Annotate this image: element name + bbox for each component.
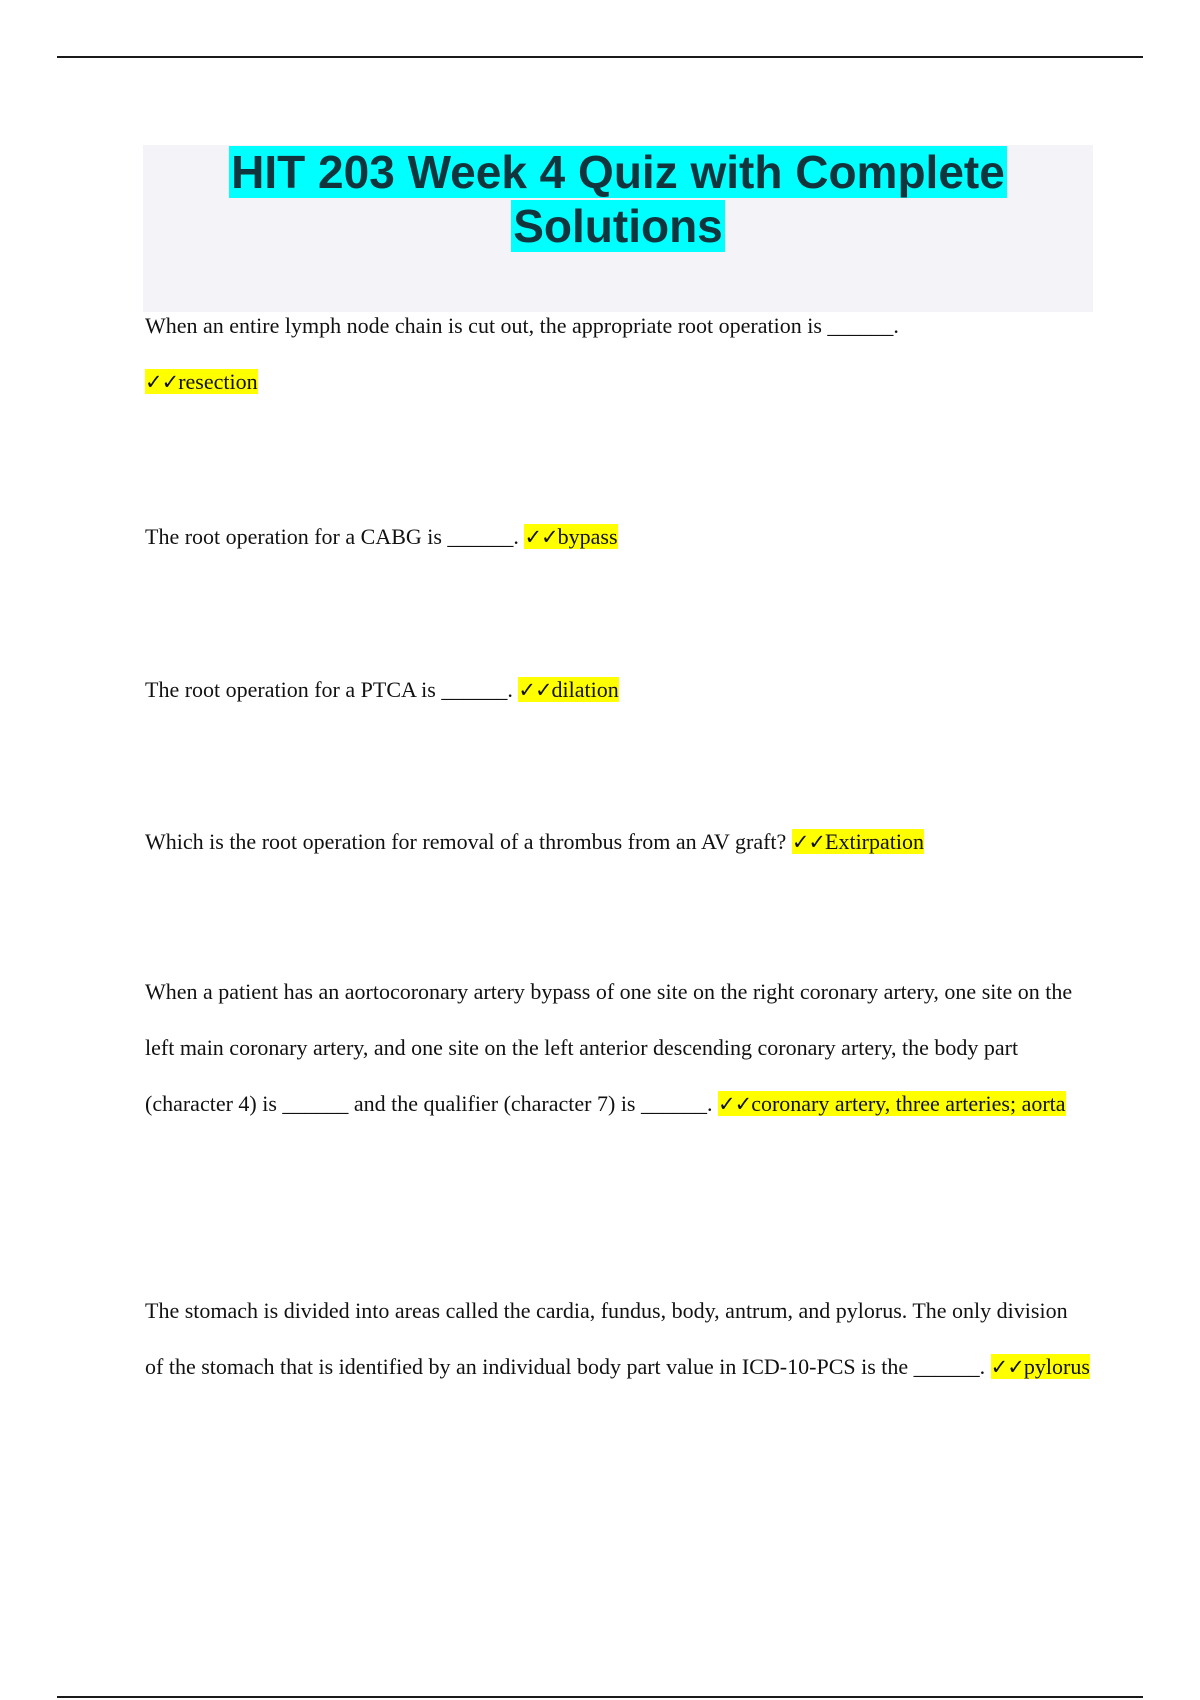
title-line-2: Solutions [513, 200, 723, 252]
answer-highlight [991, 1354, 1090, 1379]
question-text: The root operation for a CABG is ______. [145, 524, 519, 549]
question-item [145, 662, 1090, 718]
answer-text: coronary artery, three arteries; aorta [751, 1091, 1066, 1116]
double-check-icon: ✓✓ [145, 370, 179, 394]
double-check-icon: ✓✓ [791, 830, 826, 854]
answer-text: dilation [551, 677, 619, 702]
question-text: The stomach is divided into areas called the cardia, fundus, body, antrum, and pylorus. The only division of the stomach that is identified by an individual body part value in ICD-10-PCS is the ______. [145, 1298, 1068, 1379]
answer-text: bypass [557, 524, 618, 549]
title-line-1: HIT 203 Week 4 Quiz with Complete [231, 146, 1005, 198]
answer-text: resection [178, 369, 258, 394]
question-text: The root operation for a PTCA is ______. [145, 677, 513, 702]
document-title [143, 145, 1093, 253]
bottom-rule [57, 1696, 1143, 1698]
question-item [145, 964, 1090, 1132]
answer-text: Extirpation [825, 829, 924, 854]
question-text: When an entire lymph node chain is cut out, the appropriate root operation is ______. [145, 313, 899, 338]
question-item [145, 509, 1090, 565]
answer-text: pylorus [1023, 1354, 1090, 1379]
answer-highlight [524, 524, 617, 549]
question-item [145, 298, 1090, 410]
question-text: When a patient has an aortocoronary artery bypass of one site on the right coronary artery, one site on the left main coronary artery, and one site on the left anterior descending coronary artery, the body part (character 4) is ______ and the qualifier (character 7) is ______. [145, 979, 1073, 1116]
double-check-icon: ✓✓ [524, 525, 558, 549]
double-check-icon: ✓✓ [718, 1092, 752, 1116]
question-item [145, 814, 1090, 870]
answer-highlight [145, 369, 258, 394]
double-check-icon: ✓✓ [518, 678, 552, 702]
question-item [145, 1283, 1090, 1395]
top-rule [57, 56, 1143, 58]
answer-highlight [792, 829, 924, 854]
double-check-icon: ✓✓ [990, 1355, 1024, 1379]
answer-highlight [718, 1091, 1066, 1116]
answer-highlight [518, 677, 618, 702]
question-text: Which is the root operation for removal of a thrombus from an AV graft? [145, 829, 787, 854]
